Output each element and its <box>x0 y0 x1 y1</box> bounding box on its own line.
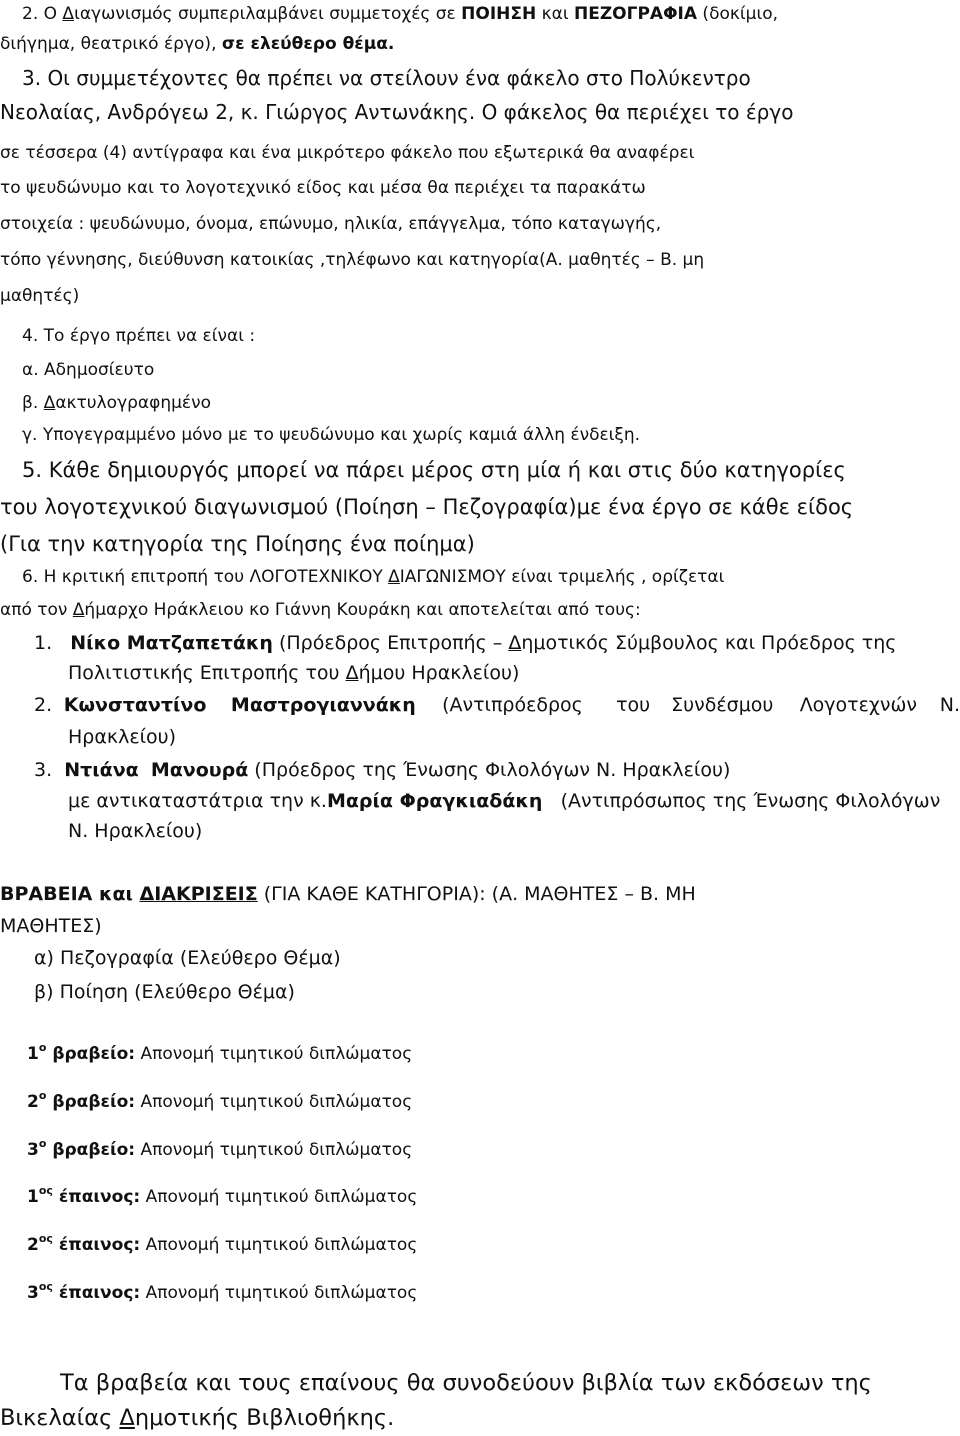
award-row-3: $3^o$ βραβείο: Απονομή τιμητικού διπλώματος <box>27 1137 413 1160</box>
award-row-5: $2^{o\varsigma}$ έπαινος: Απονομή τιμητικού διπλώματος <box>27 1232 418 1255</box>
item3-line3: σε τέσσερα (4) αντίγραφα και ένα μικρότερο φάκελο που εξωτερικά θα αναφέρει <box>0 143 695 163</box>
member-2-line2: Ηρακλείου) <box>68 726 177 748</box>
awards-heading-line1: ΒΡΑΒΕΙΑ και ΔΙΑΚΡΙΣΕΙΣ (ΓΙΑ ΚΑΘΕ ΚΑΤΗΓΟΡΙΑ): (Α. ΜΑΘΗΤΕΣ – Β. ΜΗ <box>0 883 696 905</box>
item5-line2: του λογοτεχνικού διαγωνισμού (Ποίηση – Πεζογραφία)με ένα έργο σε κάθε είδος <box>0 495 854 519</box>
item3-line5: στοιχεία : ψευδώνυμο, όνομα, επώνυμο, ηλικία, επάγγελμα, τόπο καταγωγής, <box>0 214 662 234</box>
awards-category-b: β) Ποίηση (Ελεύθερο Θέμα) <box>34 981 295 1003</box>
item4-title: 4. Το έργο πρέπει να είναι : <box>22 326 256 346</box>
item3-line1: 3. Οι συμμετέχοντες θα πρέπει να στείλουν ένα φάκελο στο Πολύκεντρο <box>22 66 751 90</box>
item6-line2: από τον Δήμαρχο Ηράκλειου κο Γιάννη Κουράκη και αποτελείται από τους: <box>0 600 641 620</box>
award-row-6: $3^{o\varsigma}$ έπαινος: Απονομή τιμητικού διπλώματος <box>27 1280 418 1303</box>
member-3-line1: 3. Ντιάνα Μανουρά (Πρόεδρος της Ένωσης Φιλολόγων Ν. Ηρακλείου) <box>34 759 731 781</box>
item4-b: β. Δακτυλογραφημένο <box>22 393 212 413</box>
item3-line7: μαθητές) <box>0 286 80 306</box>
member-3-line3: Ν. Ηρακλείου) <box>68 820 203 842</box>
member-2-line1: 2. Κωνσταντίνο Μαστρογιαννάκη (Αντιπρόεδρος του Συνδέσμου Λογοτεχνών Ν. <box>34 694 960 716</box>
awards-heading-line2: ΜΑΘΗΤΕΣ) <box>0 915 102 937</box>
item4-c: γ. Υπογεγραμμένο μόνο με το ψευδώνυμο και χωρίς καμιά άλλη ένδειξη. <box>22 425 641 445</box>
item2-line2: διήγημα, θεατρικό έργο), σε ελεύθερο θέμα. <box>0 34 395 54</box>
item5-line3: (Για την κατηγορία της Ποίησης ένα ποίημα) <box>0 532 475 556</box>
member-3-line2: με αντικαταστάτρια την κ.Μαρία Φραγκιαδάκη (Αντιπρόσωπος της Ένωσης Φιλολόγων <box>68 790 941 812</box>
award-row-2: $2^o$ βραβείο: Απονομή τιμητικού διπλώματος <box>27 1089 413 1112</box>
item3-line6: τόπο γέννησης, διεύθυνση κατοικίας ,τηλέφωνο και κατηγορία(Α. μαθητές – Β. μη <box>0 250 705 270</box>
item2-line1: 2. Ο Διαγωνισμός συμπεριλαμβάνει συμμετοχές σε ΠΟΙΗΣΗ και ΠΕΖΟΓΡΑΦΙΑ (δοκίμιο, <box>22 4 779 24</box>
item4-a: α. Αδημοσίευτο <box>22 360 155 380</box>
awards-category-a: α) Πεζογραφία (Ελεύθερο Θέμα) <box>34 947 341 969</box>
closing-line2: Βικελαίας Δημοτικής Βιβλιοθήκης. <box>0 1405 395 1431</box>
item3-line4: το ψευδώνυμο και το λογοτεχνικό είδος και μέσα θα περιέχει τα παρακάτω <box>0 178 646 198</box>
award-row-1: $1^o$ βραβείο: Απονομή τιμητικού διπλώματος <box>27 1041 413 1064</box>
member-1-line2: Πολιτιστικής Επιτροπής του Δήμου Ηρακλείου) <box>68 662 520 684</box>
closing-line1: Τα βραβεία και τους επαίνους θα συνοδεύουν βιβλία των εκδόσεων της <box>60 1370 872 1396</box>
award-row-4: $1^{o\varsigma}$ έπαινος: Απονομή τιμητικού διπλώματος <box>27 1184 418 1207</box>
member-1-line1: 1. Νίκο Ματζαπετάκη (Πρόεδρος Επιτροπής – Δημοτικός Σύμβουλος και Πρόεδρος της <box>34 632 897 654</box>
item3-line2: Νεολαίας, Ανδρόγεω 2, κ. Γιώργος Αντωνάκης. Ο φάκελος θα περιέχει το έργο <box>0 100 794 124</box>
item5-line1: 5. Κάθε δημιουργός μπορεί να πάρει μέρος στη μία ή και στις δύο κατηγορίες <box>22 458 846 482</box>
item6-line1: 6. Η κριτική επιτροπή του ΛΟΓΟΤΕΧΝΙΚΟΥ ΔΙΑΓΩΝΙΣΜΟΥ είναι τριμελής , ορίζεται <box>22 567 725 587</box>
